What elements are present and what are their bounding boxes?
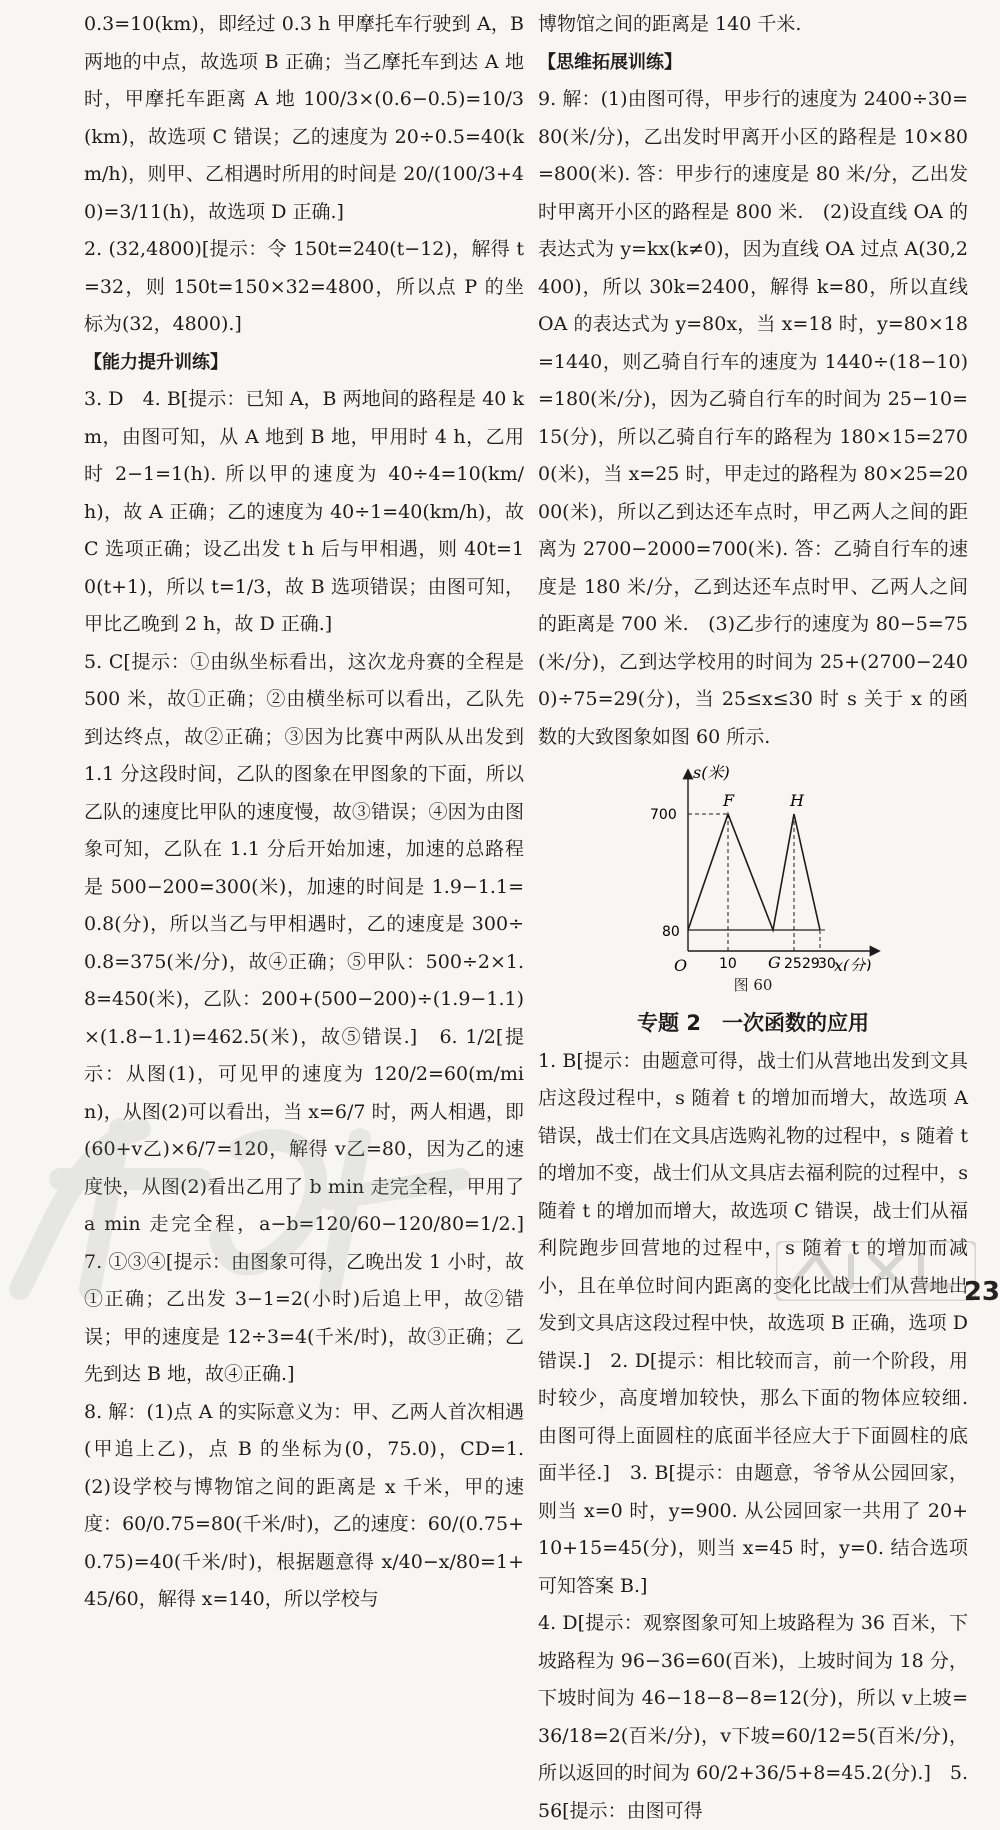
function-graph [538,756,968,971]
watermark-graphic [0,1029,520,1309]
topic-answers-4-5: 4. D[提示：观察图象可知上坡路程为 36 百米，下坡路程为 96−36=60(百米)，上坡时间为 18 分，下坡时间为 46−18−8−8=12(分)，所以 v上坡=36/18=2(百米/分)，v下坡=60/12=5(百米/分)，所以返回的时间为 60/2+36/5+8=45.2(分).] 5. 56[提示：由图可得 [538,1612,968,1822]
y-tick-80: 80 [662,924,680,940]
answer-2-paragraph: 2. (32,4800)[提示：令 150t=240(t−12)，解得 t=32，则 150t=150×32=4800，所以点 P 的坐标为(32，4800).] [84,238,524,335]
figure-caption: 图 60 [733,976,773,994]
answer-8-paragraph: 8. 解：(1)点 A 的实际意义为：甲、乙两人首次相遇(甲追上乙)，点 B 的坐标为(0，75.0)，CD=1. (2)设学校与博物馆之间的距离是 x 千米，甲的速度：60/0.75=80(千米/时)，乙的速度：60/(0.75+0.75)=40(千米/时)，根据题意得 x/40−x/80=1+45/60，解得 x=140，所以学校与 [84,1400,544,1610]
left-column [84,6,544,1619]
answer-9-paragraph: 9. 解：(1)由图可得，甲步行的速度为 2400÷30=80(米/分)，乙出发时甲离开小区的路程是 10×80=800(米). 答：甲步行的速度是 80 米/分，乙出发时甲离开小区的路程是 800 米. (2)设直线 OA 的表达式为 y=kx(k≠0)，因为直线 OA 过点 A(30,2400)，所以 30k=2400，解得 k=80，所以直线 OA 的表达式为 y=80x，当 x=18 时，y=80×18=1440，则乙骑自行车的速度为 1440÷(18−10)=180(米/分)，因为乙骑自行车的时间为 25−10=15(分)，所以乙骑自行车的路程为 180×15=2700(米)，当 x=25 时，甲走过的路程为 80×25=2000(米)，所以乙到达还车点时，甲乙两人之间的距离为 2700−2000=700(米). 答：乙骑自行车的速度是 180 米/分，乙到达还车点时甲、乙两人之间的距离是 700 米. (3)乙步行的速度为 80−5=75(米/分)，乙到达学校用的时间为 25+(2700−2400)÷75=29(分)，当 25≤x≤30 时 s 关于 x 的函数的大致图象如图 60 所示. [538,88,968,748]
watermark-logo-graphic [776,1241,976,1301]
x-tick-G: G [768,953,781,971]
answers-5-7-paragraph: 5. C[提示：①由纵坐标看出，这次龙舟赛的全程是 500 米，故①正确；②由横坐标可以看出，乙队先到达终点，故②正确；③因为比赛中两队从出发到 1.1 分这段时间，乙队的图象在甲图象的下面，所以乙队的速度比甲队的速度慢，故③错误；④因为由图象可知，乙队在 1.1 分后开始加速，加速的总路程是 500−200=300(米)，加速的时间是 1.9−1.1=0.8(分)，所以当乙与甲相遇时，乙的速度是 300÷0.8=375(米/分)，故④正确；⑤甲队：500÷2×1.8=450(米)，乙队：200+(500−200)÷(1.9−1.1)×(1.8−1.1)=462.5(米)，故⑤错误.] 6. 1/2[提示：从图(1)，可见甲的速度为 120/2=60(m/min)，从图(2)可以看出，当 x=6/7 时，两人相遇，即(60+v乙)×6/7=120，解得 v乙=80，因为乙的速度快，从图(2)看出乙用了 b min 走完全程，甲用了 a min 走完全程，a−b=120/60−120/80=1/2.] 7. ①③④[提示：由图象可得，乙晚出发 1 小时，故①正确；乙出发 3−1=2(小时)后追上甲，故②错误；甲的速度是 12÷3=4(千米/时)，故③正确；乙先到达 B 地，故④正确.] [84,650,544,1385]
x-axis-label: x(分) [834,956,872,971]
topic-answers-1-3: 1. B[提示：由题意可得，战士们从营地出发到文具店这段过程中，s 随着 t 的增加而增大，故选项 A 错误，战士们在文具店选购礼物的过程中，s 随着 t 的增加不变，战士们从文具店去福利院的过程中，s 随着 t 的增加而增大，故选项 C 错误，战士们从福利院跑步回营地的过程中，s 随着 t 的增加而减小，且在单位时间内距离的变化比战士们从营地出发到文具店这段过程中快，故选项 B 正确，选项 D 错误.] 2. D[提示：相比较而言，前一个阶段，用时较少，高度增加较快，那么下面的物体应较细. 由图可得上面圆柱的底面半径应大于下面圆柱的底面半径.] 3. B[提示：由题意，爷爷从公园回家，则当 x=0 时，y=900. 从公园回家一共用了 20+10+15=45(分)，则当 x=45 时，y=0. 结合选项可知答案 B.] [538,1049,968,1597]
graph-line [688,814,820,930]
x-tick-30: 30 [818,956,836,971]
section-title-thinking: 【思维拓展训练】 [538,51,682,73]
x-tick-25: 25 [784,956,802,971]
y-tick-700: 700 [650,807,677,823]
page-number: 23 [963,1277,1000,1307]
section-title-ability: 【能力提升训练】 [84,351,228,373]
answers-3-4-paragraph: 3. D 4. B[提示：已知 A，B 两地间的路程是 40 km，由图可知，从 A 地到 B 地，甲用时 4 h，乙用时 2−1=1(h). 所以甲的速度为 40÷4=10(km/h)，故 A 正确；乙的速度为 40÷1=40(km/h)，故 C 选项正确；设乙出发 t h 后与甲相遇，则 40t=10(t+1)，所以 t=1/3，故 B 选项错误；由图可知，甲比乙晚到 2 h，故 D 正确.] [84,388,524,635]
point-H-label: H [790,791,804,810]
right-column [538,6,968,1830]
topic-title: 专题 2 一次函数的应用 [637,1011,869,1035]
answer-8-ending: 博物馆之间的距离是 140 千米. [538,13,802,35]
figure-60 [538,756,968,971]
x-tick-29: 29 [802,956,820,971]
point-F-label: F [723,791,735,810]
answer-continuation-paragraph: 0.3=10(km)，即经过 0.3 h 甲摩托车行驶到 A，B 两地的中点，故选项 B 正确；当乙摩托车到达 A 地时，甲摩托车距离 A 地 100/3×(0.6−0.5)=10/3(km)，故选项 C 错误；乙的速度为 20÷0.5=40(km/h)，则甲、乙相遇时所用的时间是 20/(100/3+40)=3/11(h)，故选项 D 正确.] [84,13,524,223]
origin-label: O [674,956,688,971]
x-tick-10: 10 [719,956,737,971]
y-axis-label: s(米) [693,763,730,782]
